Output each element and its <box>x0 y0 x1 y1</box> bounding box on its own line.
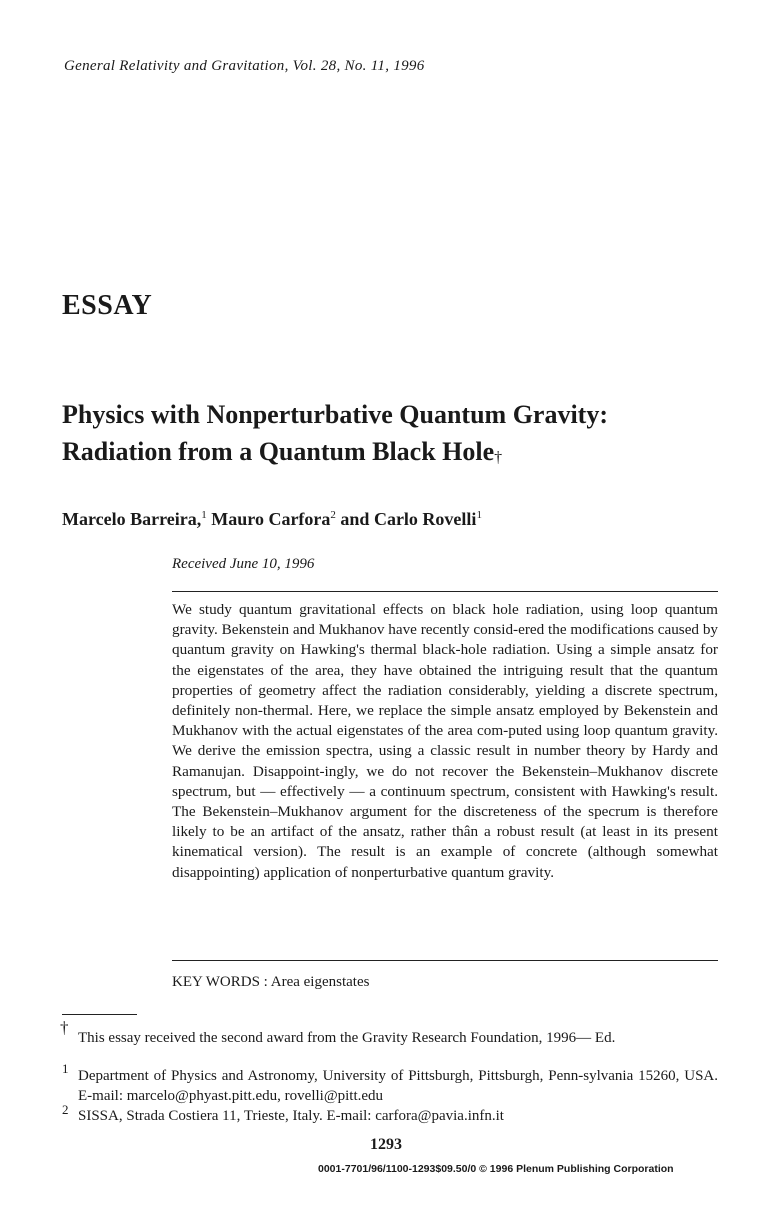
title-line-2 <box>62 433 752 476</box>
abstract-bottom-rule <box>172 960 718 961</box>
title-line-2-text: Radiation from a Quantum Black Hole <box>62 437 495 466</box>
author-name: Mauro Carfora <box>206 509 331 529</box>
title-line-1: Physics with Nonperturbative Quantum Gravity: <box>62 400 608 429</box>
footnote-mark: † <box>60 1018 69 1037</box>
abstract-top-rule <box>172 591 718 592</box>
author-list <box>62 509 482 530</box>
footnote-mark: 2 <box>62 1102 69 1117</box>
page-number: 1293 <box>370 1136 402 1153</box>
footnote-text: Department of Physics and Astronomy, University of Pittsburgh, Pittsburgh, Penn-sylvania 15260, USA. E-mail: marcelo@phyast.pitt.edu, rovelli@pitt.edu <box>78 1068 718 1104</box>
paper-title <box>62 396 752 476</box>
journal-header: General Relativity and Gravitation, Vol. 28, No. 11, 1996 <box>64 58 425 74</box>
received-date: Received June 10, 1996 <box>172 556 315 572</box>
abstract-text: We study quantum gravitational effects on black hole radiation, using loop quantum gravity. Bekenstein and Mukhanov have recently consid-ered the modifications caused by quantum gravity on Hawking's thermal black-hole radiation. Using a simple ansatz for the eigenstates of the area, they have obtained the intriguing result that the quantum properties of geometry affect the radiation considerably, yielding a discrete spectrum, definitely non-thermal. Here, we replace the simple ansatz employed by Bekenstein and Mukhanov with the actual eigenstates of the area com-puted using loop quantum gravity. We derive the emission spectra, using a classic result in number theory by Hardy and Ramanujan. Disappoint-ingly, we do not recover the Bekenstein–Mukhanov discrete spectrum, but — effectively — a continuum spectrum, consistent with Hawking's result. The Bekenstein–Mukhanov argument for the discreteness of the specrum is therefore likely to be an artifact of the ansatz, rather thân a robust result (at least in its present kinematical version). The result is an example of concrete (although somewhat disappointing) application of nonperturbative quantum gravity. <box>172 601 719 881</box>
author-affiliation-mark: 1 <box>201 509 207 521</box>
author-affiliation-mark: 1 <box>476 509 482 521</box>
copyright-line: 0001-7701/96/1100-1293$09.50/0 © 1996 Plenum Publishing Corporation <box>318 1163 674 1175</box>
footnote-mark: 1 <box>62 1061 69 1076</box>
author-name: Marcelo Barreira, <box>62 509 202 529</box>
author-affiliation-mark: 2 <box>330 509 336 521</box>
title-footnote-mark: † <box>494 449 503 466</box>
keywords: KEY WORDS : Area eigenstates <box>172 974 370 990</box>
author-name: and Carlo Rovelli <box>335 509 477 529</box>
footnote-text: This essay received the second award from the Gravity Research Foundation, 1996— Ed. <box>78 1030 616 1046</box>
section-heading: ESSAY <box>62 290 153 321</box>
footnote-text: SISSA, Strada Costiera 11, Trieste, Italy. E-mail: carfora@pavia.infn.it <box>78 1108 504 1124</box>
footnote-separator <box>62 1014 137 1015</box>
